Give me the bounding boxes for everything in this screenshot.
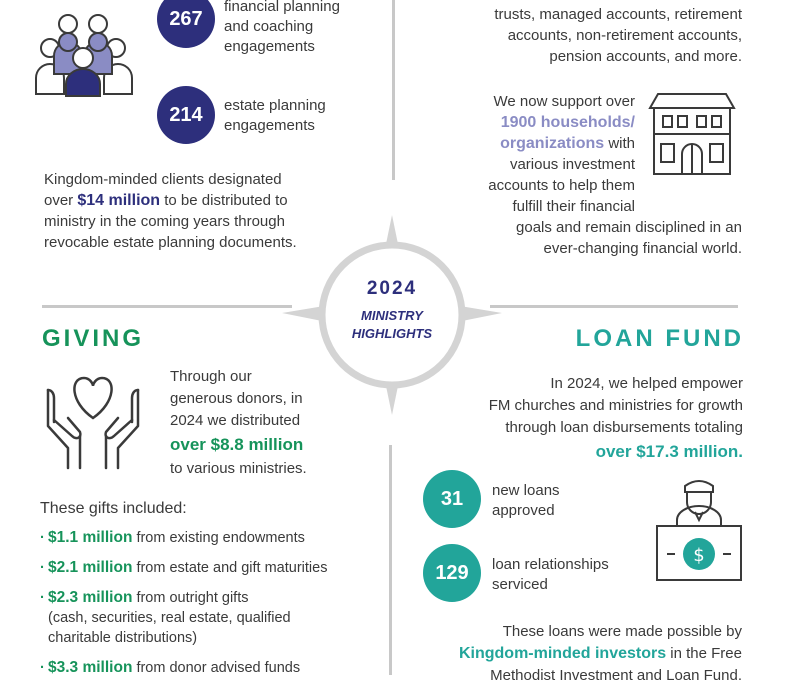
support-paragraph-bottom: goals and remain disciplined in an ever-changing financial world.: [516, 219, 742, 257]
loan-fund-description: In 2024, we helped empower FM churches and ministries for growth through loan disbursements totaling over $17.3 million.: [488, 375, 743, 461]
loan-officer-icon: [655, 478, 743, 582]
gift-item: · $2.1 million from estate and gift maturities: [40, 558, 380, 578]
gifts-list: [40, 528, 380, 688]
vertical-divider-bottom: [389, 445, 392, 675]
gift-item: · $1.1 million from existing endowments: [40, 528, 380, 548]
loan-fund-heading: LOAN FUND: [575, 325, 744, 352]
gifts-intro: These gifts included:: [40, 500, 187, 517]
house-icon: [648, 92, 736, 176]
investors-paragraph: These loans were made possible by Kingdom-minded investors in the Free Methodist Investment and Loan Fund.: [458, 623, 742, 684]
stat-129-label: loan relationships serviced: [492, 556, 609, 593]
giving-heading: GIVING: [42, 325, 145, 352]
gift-item: · $2.3 million from outright gifts (cash, securities, real estate, qualified charitable distributions): [40, 588, 380, 648]
stat-129-circle: 129: [423, 544, 481, 602]
heart-hands-icon: [40, 366, 146, 470]
accounts-intro: trusts, managed accounts, retirement accounts, non-retirement accounts, pension accounts, and more.: [494, 6, 742, 65]
stat-267-circle: 267: [157, 0, 215, 48]
stat-214-label: estate planning engagements: [224, 97, 326, 134]
badge-line1: MINISTRY: [361, 308, 423, 323]
stat-214-circle: 214: [157, 86, 215, 144]
giving-description: Through our generous donors, in 2024 we distributed over $8.8 million to various ministries.: [170, 368, 307, 477]
designated-paragraph: Kingdom-minded clients designated over $14 million to be distributed to ministry in the coming years through revocable estate planning documents.: [44, 171, 297, 251]
badge-line2: HIGHLIGHTS: [351, 326, 433, 341]
badge-year: 2024: [366, 278, 418, 299]
vertical-divider-top: [392, 0, 395, 180]
horizontal-divider-right: [490, 305, 738, 308]
stat-31-circle: 31: [423, 470, 481, 528]
stat-267-label: financial planning and coaching engagements: [224, 0, 340, 55]
gift-item: · $3.3 million from donor advised funds: [40, 658, 380, 678]
svg-text:$: $: [693, 545, 705, 566]
horizontal-divider-left: [42, 305, 292, 308]
support-paragraph-top: We now support over 1900 households/ organizations with various investment accounts to help them fulfill their financial: [488, 93, 635, 215]
stat-31-label: new loans approved: [492, 482, 560, 519]
people-group-icon: [34, 12, 134, 98]
